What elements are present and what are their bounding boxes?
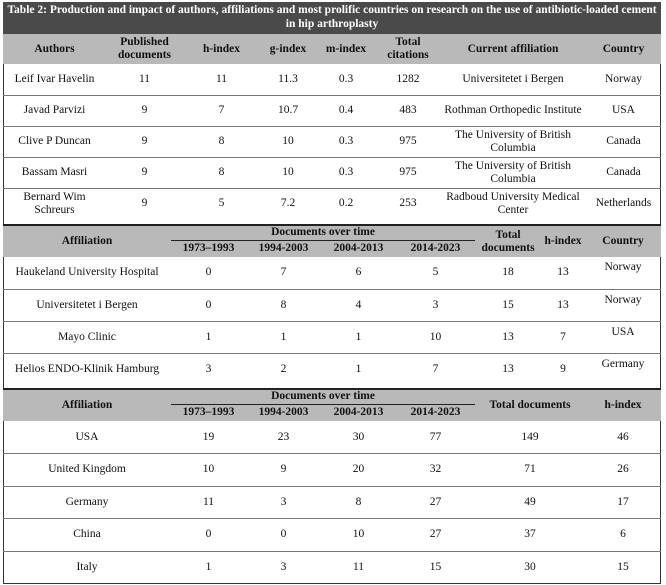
total-documents-cell: 149 [475, 421, 585, 454]
total-documents-cell: 15 [475, 289, 541, 321]
period-1973-1993-cell: 11 [171, 486, 246, 519]
period-2004-2013-cell: 6 [321, 257, 396, 289]
country-cell: Italy [76, 561, 98, 573]
table-row [3, 353, 661, 385]
header-documents-over-time: Documents over time [171, 389, 475, 404]
affiliation-cell: Haukeland University Hospital [3, 257, 171, 289]
table-row [3, 126, 661, 157]
header-h-index: h-index [541, 225, 585, 257]
h-index-cell: 8 [183, 126, 260, 157]
period-2014-2023-cell: 7 [432, 362, 439, 375]
table-title: Table 2: Production and impact of authors, affiliations and most prolific countries on research on the use of antibiotic-loaded cement in hip arthroplasty [3, 2, 661, 34]
header-period-2004-2013: 2004-2013 [321, 404, 396, 421]
period-1973-1993-cell: 3 [205, 362, 212, 375]
current-affiliation-cell: Universitetet i Bergen [440, 64, 586, 95]
period-1994-2003-cell: 9 [246, 454, 321, 487]
m-index-cell: 0.3 [316, 64, 376, 95]
period-1994-2003-cell: 23 [246, 421, 321, 454]
total-documents-cell: 37 [475, 519, 585, 552]
h-index-cell: 5 [218, 197, 225, 210]
period-2004-2013-cell: 8 [321, 486, 396, 519]
country-cell: Netherlands [595, 197, 652, 210]
table-row [3, 519, 661, 552]
table-row [3, 95, 661, 126]
author-cell: Javad Parvizi [3, 95, 106, 126]
period-1994-2003-cell: 0 [246, 519, 321, 552]
m-index-cell: 0.2 [338, 197, 354, 210]
period-1973-1993-cell: 0 [171, 257, 246, 289]
current-affiliation-cell: The University of British Columbia [440, 157, 586, 188]
table-row [3, 454, 661, 487]
country-cell: China [3, 519, 171, 552]
total-documents-cell: 13 [475, 321, 541, 353]
country-cell: Norway [586, 64, 661, 95]
header-period-2004-2013: 2004-2013 [321, 240, 396, 257]
published-documents-cell: 9 [106, 157, 183, 188]
period-2004-2013-cell: 1 [355, 362, 362, 375]
author-cell: Leif Ivar Havelin [3, 64, 106, 95]
total-citations-cell: 483 [376, 95, 440, 126]
published-documents-cell: 9 [141, 197, 148, 210]
header-period-2014-2023: 2014-2023 [396, 240, 475, 257]
country-cell: United Kingdom [3, 454, 171, 487]
header-authors: Authors [3, 34, 106, 64]
period-1973-1993-cell: 1 [171, 321, 246, 353]
h-index-cell: 46 [585, 421, 661, 454]
total-documents-cell: 30 [524, 561, 536, 573]
period-1973-1993-cell: 1 [205, 561, 212, 573]
header-country: Country [586, 34, 661, 64]
published-documents-cell: 9 [106, 95, 183, 126]
country-cell: Canada [586, 157, 661, 188]
header-period-1973-1993: 1973–1993 [171, 240, 246, 257]
period-1994-2003-cell: 7 [246, 257, 321, 289]
header-total-documents: Total documents [475, 389, 585, 421]
author-cell: Clive P Duncan [3, 126, 106, 157]
header-h-index: h-index [183, 34, 260, 64]
published-documents-cell: 11 [106, 64, 183, 95]
period-2004-2013-cell: 20 [321, 454, 396, 487]
affiliation-cell: Universitetet i Bergen [3, 289, 171, 321]
total-citations-cell: 975 [376, 126, 440, 157]
period-2004-2013-cell: 4 [321, 289, 396, 321]
period-2004-2013-cell: 11 [352, 561, 365, 573]
header-h-index: h-index [585, 389, 661, 421]
period-2004-2013-cell: 10 [321, 519, 396, 552]
h-index-cell: 13 [541, 289, 585, 321]
authors-table [3, 34, 661, 219]
h-index-cell: 7 [541, 321, 585, 353]
m-index-cell: 0.4 [316, 95, 376, 126]
period-1973-1993-cell: 0 [171, 289, 246, 321]
affiliation-cell: Helios ENDO-Klinik Hamburg [14, 362, 160, 375]
header-documents-over-time: Documents over time [171, 225, 475, 240]
g-index-cell: 10 [260, 157, 316, 188]
affiliations-header-row-1 [3, 225, 661, 240]
header-total-citations: Total citations [376, 34, 440, 64]
period-2004-2013-cell: 1 [321, 321, 396, 353]
table-row [3, 321, 661, 353]
period-2014-2023-cell: 27 [396, 486, 475, 519]
table-row [3, 421, 661, 454]
period-2014-2023-cell: 10 [396, 321, 475, 353]
header-published-documents: Published documents [106, 34, 183, 64]
country-cell: Canada [586, 126, 661, 157]
header-period-2014-2023: 2014-2023 [396, 404, 475, 421]
h-index-cell: 26 [585, 454, 661, 487]
country-cell: Germany [3, 486, 171, 519]
period-1994-2003-cell: 2 [280, 362, 287, 375]
author-cell: Bassam Masri [3, 157, 106, 188]
total-documents-cell: 49 [475, 486, 585, 519]
countries-header-row-1 [3, 389, 661, 404]
header-m-index: m-index [316, 34, 376, 64]
header-period-1994-2003: 1994-2003 [246, 240, 321, 257]
total-citations-cell: 1282 [376, 64, 440, 95]
affiliations-table [3, 224, 661, 385]
m-index-cell: 0.3 [316, 126, 376, 157]
table-row [3, 486, 661, 519]
header-current-affiliation: Current affiliation [440, 34, 586, 64]
g-index-cell: 11.3 [260, 64, 316, 95]
period-1994-2003-cell: 3 [246, 486, 321, 519]
h-index-cell: 17 [585, 486, 661, 519]
table-row [3, 551, 661, 584]
h-index-cell: 8 [183, 157, 260, 188]
affiliation-cell: Mayo Clinic [3, 321, 171, 353]
country-cell: USA [3, 421, 171, 454]
current-affiliation-cell: Rothman Orthopedic Institute [440, 95, 586, 126]
header-affiliation: Affiliation [3, 389, 171, 421]
country-cell: Norway [585, 289, 661, 321]
h-index-cell: 15 [617, 561, 629, 573]
period-1973-1993-cell: 19 [171, 421, 246, 454]
period-2014-2023-cell: 27 [396, 519, 475, 552]
table-row [3, 157, 661, 188]
current-affiliation-cell: Radboud University Medical Center [446, 190, 580, 216]
period-1973-1993-cell: 0 [171, 519, 246, 552]
g-index-cell: 10 [260, 126, 316, 157]
author-cell: Bernard Wim Schreurs [23, 190, 86, 216]
total-documents-cell: 13 [502, 362, 514, 375]
total-documents-cell: 71 [475, 454, 585, 487]
period-2014-2023-cell: 77 [396, 421, 475, 454]
header-period-1994-2003: 1994-2003 [246, 404, 321, 421]
header-total-documents: Total documents [475, 225, 541, 257]
countries-table [3, 388, 661, 584]
authors-header-row [3, 34, 661, 64]
header-country: Country [585, 225, 661, 257]
table-row [3, 64, 661, 95]
table-row [3, 289, 661, 321]
country-cell: USA [586, 95, 661, 126]
h-index-cell: 13 [541, 257, 585, 289]
table-row [3, 257, 661, 289]
total-citations-cell: 975 [376, 157, 440, 188]
current-affiliation-cell: The University of British Columbia [440, 126, 586, 157]
header-affiliation: Affiliation [3, 225, 171, 257]
published-documents-cell: 9 [106, 126, 183, 157]
total-documents-cell: 18 [475, 257, 541, 289]
period-2014-2023-cell: 15 [429, 561, 442, 573]
m-index-cell: 0.3 [316, 157, 376, 188]
country-cell: Norway [585, 257, 661, 289]
h-index-cell: 9 [560, 362, 566, 375]
g-index-cell: 10.7 [260, 95, 316, 126]
header-period-1973-1993: 1973–1993 [171, 404, 246, 421]
h-index-cell: 11 [183, 64, 260, 95]
period-1994-2003-cell: 1 [246, 321, 321, 353]
header-g-index: g-index [260, 34, 316, 64]
h-index-cell: 7 [183, 95, 260, 126]
g-index-cell: 7.2 [280, 197, 296, 210]
period-1994-2003-cell: 3 [280, 561, 287, 573]
period-2014-2023-cell: 5 [396, 257, 475, 289]
country-cell: Germany [601, 357, 645, 370]
country-cell: USA [585, 321, 661, 353]
period-2014-2023-cell: 3 [396, 289, 475, 321]
period-2004-2013-cell: 30 [321, 421, 396, 454]
period-1994-2003-cell: 8 [246, 289, 321, 321]
h-index-cell: 6 [585, 519, 661, 552]
total-citations-cell: 253 [399, 197, 417, 210]
period-1973-1993-cell: 10 [171, 454, 246, 487]
period-2014-2023-cell: 32 [396, 454, 475, 487]
table-row [3, 188, 661, 219]
